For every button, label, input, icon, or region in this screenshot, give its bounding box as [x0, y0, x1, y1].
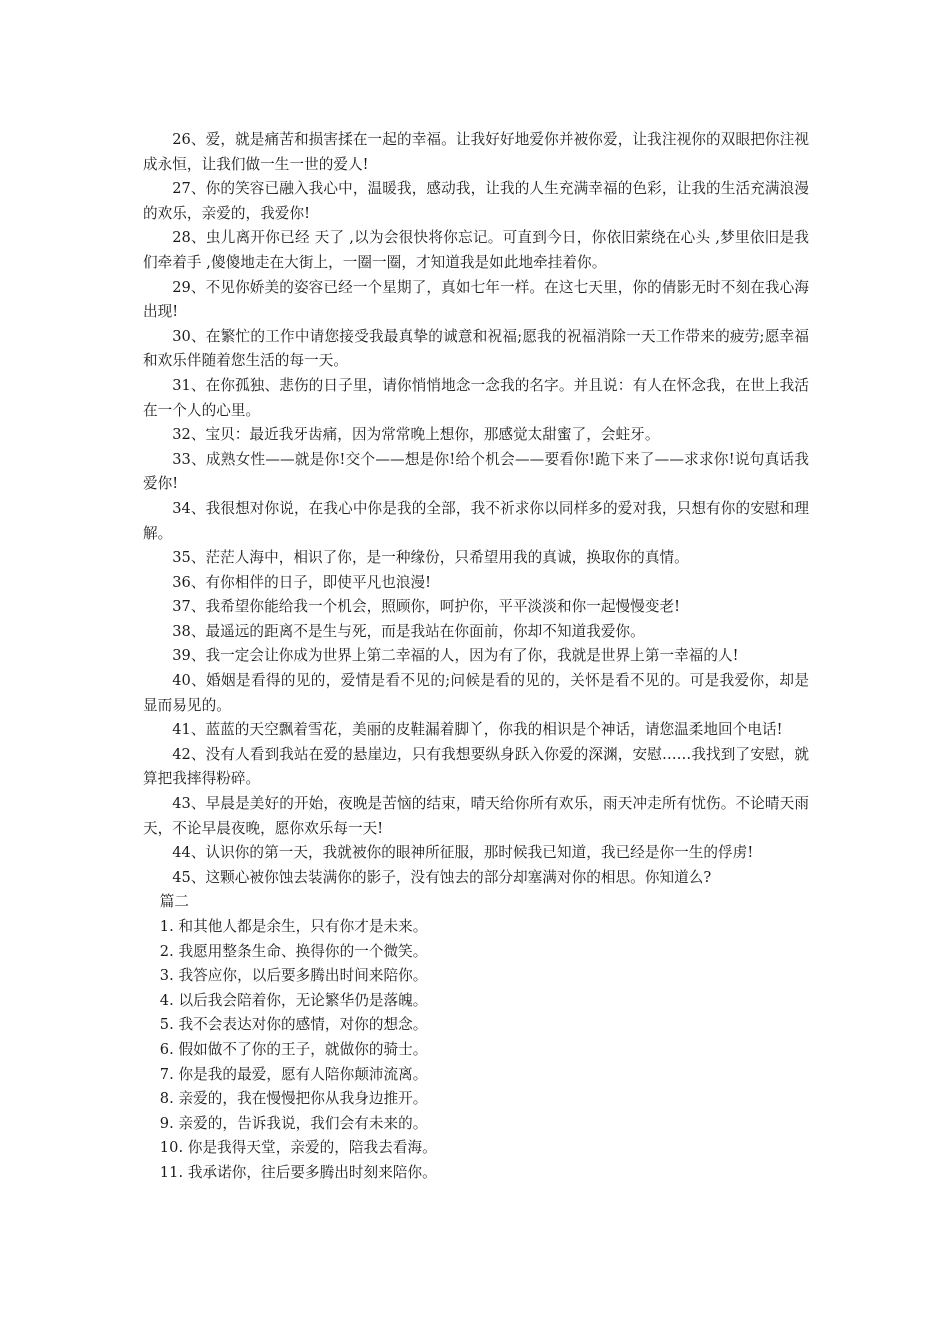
- list-item-4: 4. 以后我会陪着你，无论繁华仍是落魄。: [159, 991, 428, 1009]
- list-item-1: 1. 和其他人都是余生，只有你才是未来。: [159, 918, 428, 935]
- paragraph-39: 39、我一定会让你成为世界上第二幸福的人，因为有了你，我就是世界上第一幸福的人!: [172, 647, 739, 665]
- paragraph-45: 45、这颗心被你蚀去装满你的影子，没有蚀去的部分却塞满对你的相思。你知道么?: [172, 868, 712, 886]
- paragraph-42: 42、没有人看到我站在爱的悬崖边，只有我想要纵身跃入你爱的深渊，安慰……我找到了安慰，就算把我摔得粉碎。: [143, 745, 809, 788]
- paragraph-43: 43、早晨是美好的开始，夜晚是苦恼的结束，晴天给你所有欢乐，雨天冲走所有忧伤。不论晴天雨天，不论早晨夜晚，愿你欢乐每一天!: [143, 795, 809, 837]
- paragraph-33: 33、成熟女性——就是你!交个——想是你!给个机会——要看你!跪下来了——求求你!说句真话我爱你!: [143, 450, 809, 493]
- paragraph-35: 35、茫茫人海中，相识了你，是一种缘份，只希望用我的真诚，换取你的真情。: [172, 549, 689, 567]
- paragraph-31: 31、在你孤独、悲伤的日子里，请你悄悄地念一念我的名字。并且说：有人在怀念我，在世上我活在一个人的心里。: [143, 376, 809, 419]
- section-heading: 篇二: [159, 893, 190, 911]
- paragraph-34: 34、我很想对你说，在我心中你是我的全部，我不祈求你以同样多的爱对我，只想有你的安慰和理解。: [143, 499, 809, 542]
- list-item-11: 11. 我承诺你，往后要多腾出时刻来陪你。: [159, 1163, 437, 1181]
- paragraph-44: 44、认识你的第一天，我就被你的眼神所征服，那时候我已知道，我已经是你一生的俘虏!: [172, 844, 754, 862]
- paragraph-26: 26、爱，就是痛苦和损害揉在一起的幸福。让我好好地爱你并被你爱，让我注视你的双眼把你注视成永恒，让我们做一生一世的爱人!: [143, 131, 809, 173]
- paragraph-28: 28、虫儿离开你已经 天了 ,以为会很快将你忘记。可直到今日，你依旧萦绕在心头 ,梦里依旧是我们牵着手 ,傻傻地走在大街上，一圈一圈，才知道我是如此地牵挂着你。: [143, 229, 809, 271]
- paragraph-27: 27、你的笑容已融入我心中，温暖我，感动我，让我的人生充满幸福的色彩，让我的生活充满浪漫的欢乐，亲爱的，我爱你!: [143, 180, 809, 222]
- paragraph-29: 29、不见你娇美的姿容已经一个星期了，真如七年一样。在这七天里，你的倩影无时不刻在我心海出现!: [143, 278, 809, 321]
- list-item-9: 9. 亲爱的，告诉我说，我们会有未来的。: [159, 1114, 428, 1132]
- list-item-6: 6. 假如做不了你的王子，就做你的骑士。: [159, 1040, 428, 1058]
- list-item-2: 2. 我愿用整条生命、换得你的一个微笑。: [159, 942, 428, 960]
- paragraph-30: 30、在繁忙的工作中请您接受我最真挚的诚意和祝福;愿我的祝福消除一天工作带来的疲劳;愿幸福和欢乐伴随着您生活的每一天。: [143, 327, 809, 370]
- list-item-10: 10. 你是我得天堂，亲爱的，陪我去看海。: [159, 1139, 437, 1157]
- paragraph-36: 36、有你相伴的日子，即使平凡也浪漫!: [172, 573, 432, 591]
- paragraph-38: 38、最遥远的距离不是生与死，而是我站在你面前，你却不知道我爱你。: [172, 622, 645, 640]
- document-body: [143, 128, 809, 1186]
- list-item-5: 5. 我不会表达对你的感情，对你的想念。: [159, 1016, 428, 1034]
- paragraph-40: 40、婚姻是看得的见的，爱情是看不见的;问候是看的见的，关怀是看不见的。可是我爱你，却是显而易见的。: [143, 672, 809, 714]
- paragraph-41: 41、蓝蓝的天空飘着雪花，美丽的皮鞋漏着脚丫，你我的相识是个神话，请您温柔地回个电话!: [172, 721, 783, 739]
- list-item-3: 3. 我答应你，以后要多腾出时间来陪你。: [159, 967, 428, 985]
- list-item-7: 7. 你是我的最爱，愿有人陪你颠沛流离。: [159, 1065, 428, 1083]
- list-item-8: 8. 亲爱的，我在慢慢把你从我身边推开。: [159, 1090, 428, 1108]
- paragraph-37: 37、我希望你能给我一个机会，照顾你，呵护你，平平淡淡和你一起慢慢变老!: [172, 598, 681, 616]
- paragraph-32: 32、宝贝：最近我牙齿痛，因为常常晚上想你，那感觉太甜蜜了，会蛀牙。: [172, 426, 660, 444]
